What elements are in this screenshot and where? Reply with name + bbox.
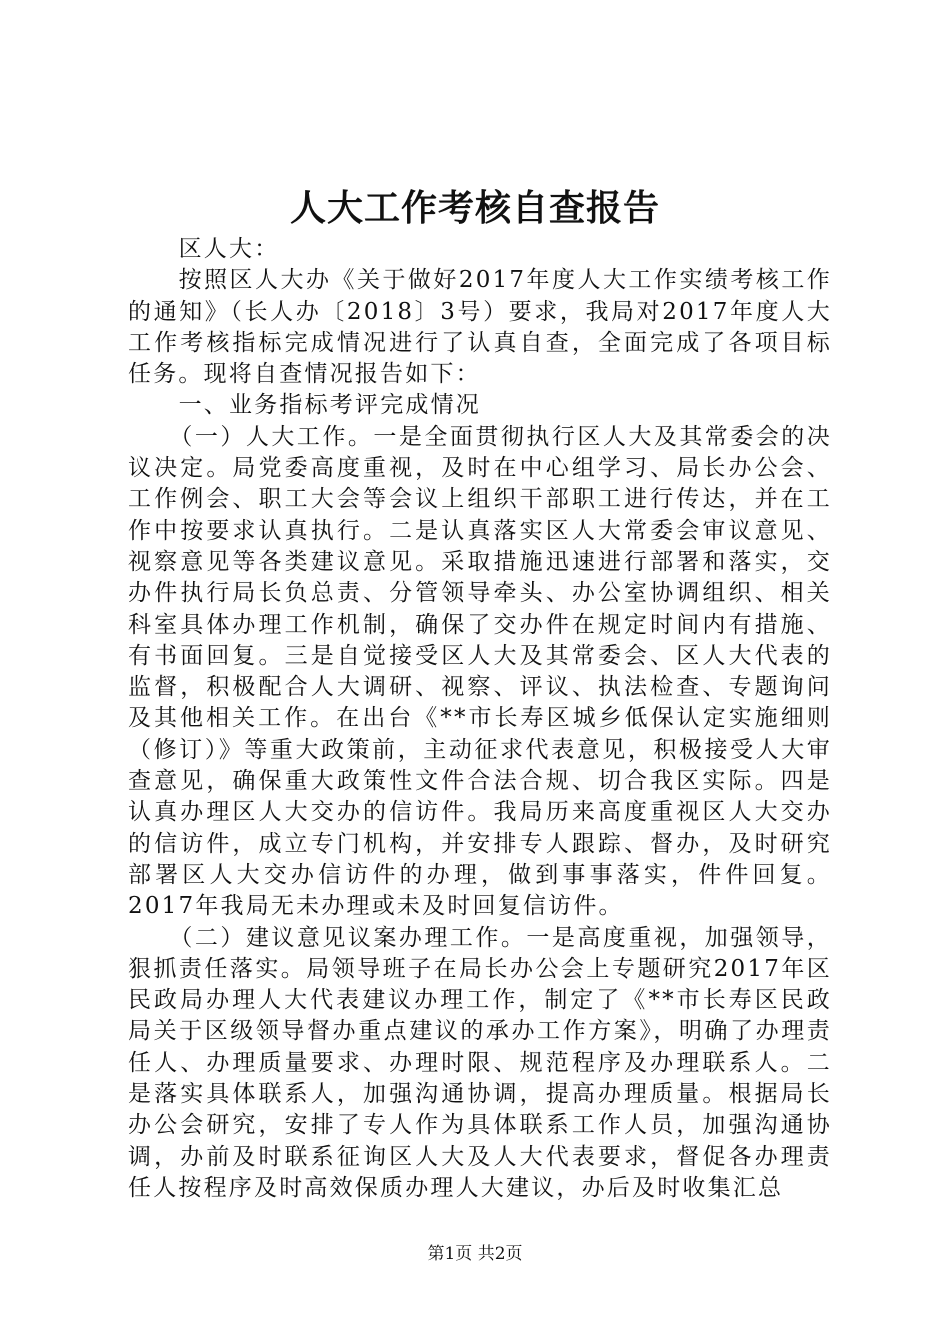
paragraph-section-2: （二）建议意见议案办理工作。一是高度重视，加强领导，狠抓责任落实。局领导班子在局长办公会上专题研究2017年区民政局办理人大代表建议办理工作，制定了《**市长寿区民政局关于区级领导督办重点建议的承办工作方案》，明确了办理责任人、办理质量要求、办理时限、规范程序及办理联系人。二是落实具体联系人，加强沟通协调，提高办理质量。根据局长办公会研究，安排了专人作为具体联系工作人员，加强沟通协调，办前及时联系征询区人大及人大代表要求，督促各办理责任人按程序及时高效保质办理人大建议，办后及时收集汇总 <box>128 924 832 1201</box>
document-title: 人大工作考核自查报告 <box>289 187 660 229</box>
paragraph-section-1: （一）人大工作。一是全面贯彻执行区人大及其常委会的决议决定。局党委高度重视，及时在中心组学习、局长办公会、工作例会、职工大会等会议上组织干部职工进行传达，并在工作中按要求认真执行。二是认真落实区人大常委会审议意见、视察意见等各类建议意见。采取措施迅速进行部署和落实，交办件执行局长负总责、分管领导牵头、办公室协调组织、相关科室具体办理工作机制，确保了交办件在规定时间内有措施、有书面回复。三是自觉接受区人大及其常委会、区人大代表的监督，积极配合人大调研、视察、评议、执法检查、专题询问及其他相关工作。在出台《**市长寿区城乡低保认定实施细则（修订）》等重大政策前，主动征求代表意见，积极接受人大审查意见，确保重大政策性文件合法合规、切合我区实际。四是认真办理区人大交办的信访件。我局历来高度重视区人大交办的信访件，成立专门机构，并安排专人跟踪、督办，及时研究部署区人大交办信访件的办理，做到事事落实，件件回复。2017年我局无未办理或未及时回复信访件。 <box>128 423 832 920</box>
section-heading: 一、业务指标考评完成情况 <box>178 392 481 419</box>
document-body <box>128 234 832 1204</box>
paragraph-intro: 按照区人大办《关于做好2017年度人大工作实绩考核工作的通知》（长人办〔2018〕3号）要求，我局对2017年度人大工作考核指标完成情况进行了认真自查，全面完成了各项目标任务。现将自查情况报告如下： <box>128 267 832 388</box>
page-footer: 第1页 共2页 <box>427 1244 523 1264</box>
salutation: 区人大： <box>178 236 280 262</box>
